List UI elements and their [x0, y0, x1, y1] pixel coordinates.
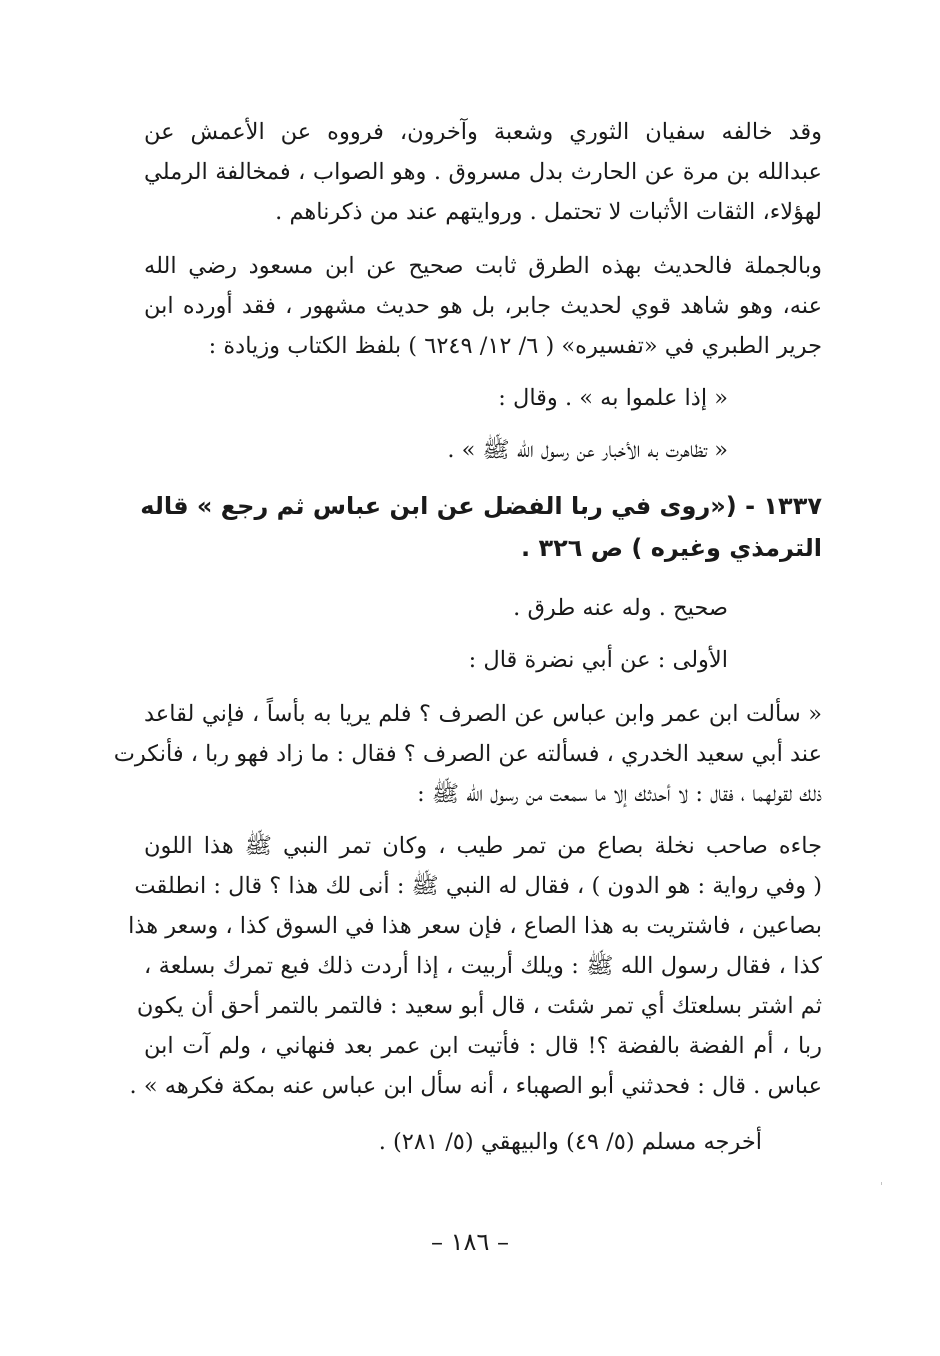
route-line: الأولى : عن أبي نضرة قال : [468, 647, 728, 673]
text-line: ( وفي رواية : هو الدون ) ، فقال له النبي ﷺ : أنى لك هذا ؟ قال : انطلقت [134, 873, 822, 899]
text-line: ربا ، أم الفضة بالفضة ؟! قال : فأتيت ابن عمر بعد فنهاني ، ولم آت ابن [144, 1033, 822, 1059]
text-line: كذا ، فقال رسول الله ﷺ : ويلك أربيت ، إذا أردت ذلك فبع تمرك بسلعة ، [144, 953, 822, 979]
text-line: وبالجملة فالحديث بهذه الطرق ثابت صحيح عن ابن مسعود رضي الله [144, 253, 822, 279]
page-number: – ١٨٦ – [431, 1228, 509, 1256]
text-line: ذلك لقولهما ، فقال : لا أحدثك إلا ما سمعت من رسول الله ﷺ : [417, 781, 822, 807]
text-line: ثم اشتر بسلعتك أي تمر شئت ، قال أبو سعيد : فالتمر بالتمر أحق أن يكون [136, 993, 822, 1019]
hadith-heading: ١٣٣٧ - («روى في ربا الفضل عن ابن عباس ثم رجع » قاله [140, 492, 822, 520]
text-line: لهؤلاء، الثقات الأثبات لا تحتمل . وروايتهم عند من ذكرناهم . [275, 199, 822, 225]
takhrij-line: أخرجه مسلم (٥/ ٤٩) والبيهقي (٥/ ٢٨١) . [378, 1129, 762, 1155]
text-line: جاءه صاحب نخلة بصاع من تمر طيب ، وكان تمر النبي ﷺ هذا اللون [144, 833, 822, 859]
text-line: وقد خالفه سفيان الثوري وشعبة وآخرون، فرووه عن الأعمش عن [144, 119, 822, 145]
hadith-heading: الترمذي وغيره ) ص ٣٢٦ . [520, 534, 822, 562]
text-line: عبدالله بن مرة عن الحارث بدل مسروق . وهو الصواب ، فمخالفة الرملي [144, 159, 822, 185]
quote-line: « إذا علموا به » . وقال : [498, 385, 728, 411]
quote-line: « تظاهرت به الأخبار عن رسول الله ﷺ » . [447, 437, 728, 463]
text-line: « سألت ابن عمر وابن عباس عن الصرف ؟ فلم يريا به بأساً ، فإني لقاعد [144, 701, 822, 727]
text-line: عنه، وهو شاهد قوي لحديث جابر، بل هو حديث مشهور ، فقد أورده ابن [144, 293, 822, 319]
text-line: عباس . قال : فحدثني أبو الصهباء ، أنه سأل ابن عباس عنه بمكة فكرهه » . [129, 1073, 822, 1099]
text-line: جرير الطبري في «تفسيره» ( ٦/ ١٢/ ٦٢٤٩ ) بلفظ الكتاب وزيادة : [208, 333, 822, 359]
grading-line: صحيح . وله عنه طرق . [513, 595, 728, 621]
margin-mark: ' [880, 1180, 884, 1193]
text-line: عند أبي سعيد الخدري ، فسألته عن الصرف ؟ فقال : ما زاد فهو ربا ، فأنكرت [113, 741, 822, 767]
text-line: بصاعين ، فاشتريت به هذا الصاع ، فإن سعر هذا في السوق كذا ، وسعر هذا [128, 913, 822, 939]
